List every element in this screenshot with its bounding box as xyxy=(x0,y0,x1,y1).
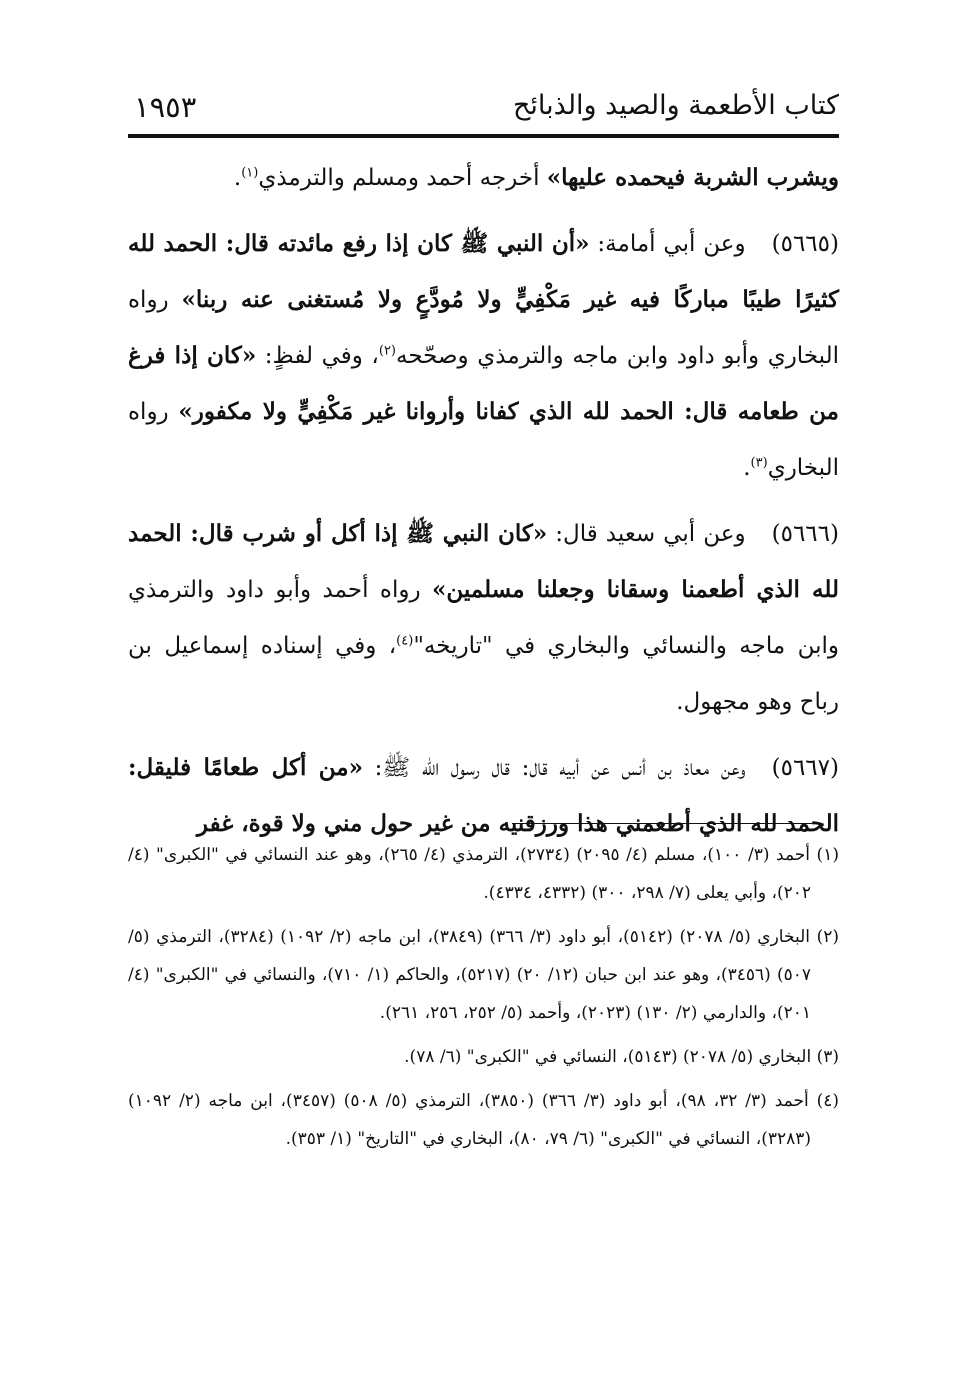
footnote-3: (٣) البخاري (٥/ ٢٠٧٨) (٥١٤٣)، النسائي في "الكبرى" (٦/ ٧٨). xyxy=(404,1047,839,1067)
footnote-4: (٤) أحمد (٣/ ٣٢، ٩٨)، أبو داود (٣/ ٣٦٦) (٣٨٥٠)، الترمذي (٥/ ٥٠٨) (٣٤٥٧)، ابن ماجه (٢/ ١٠٩٢) (٣٢٨٣)، النسائي في "الكبرى" (٦/ ٧٩، ٨٠)، البخاري في "التاريخ" (١/ ٣٥٣). xyxy=(128,1091,839,1149)
punctuation: . xyxy=(743,455,751,481)
narrator-text: وعن أبي سعيد قال: xyxy=(547,521,746,547)
footnote-separator xyxy=(512,823,812,824)
narrator-text: وعن معاذ بن أنس عن أبيه قال: قال رسول الله ﷺ: xyxy=(362,755,746,781)
source-text: رواه البخاري xyxy=(128,399,839,481)
footnote-ref[interactable]: (٢) xyxy=(378,343,396,359)
hadith-text: «كان النبي ﷺ إذا أكل أو شرب قال: الحمد لله الذي أطعمنا وسقانا وجعلنا مسلمين» xyxy=(128,520,839,603)
source-text: رواه أحمد وأبو داود والترمذي وابن ماجه والنسائي والبخاري في "تاريخه" xyxy=(128,577,839,659)
page-header xyxy=(128,90,839,138)
hadith-number: (٥٦٦٥) xyxy=(771,231,839,257)
source-text: رواه البخاري وأبو داود وابن ماجه والترمذي وصحّحه xyxy=(128,287,839,369)
footnote-ref[interactable]: (٤) xyxy=(396,633,414,649)
hadith-number: (٥٦٦٦) xyxy=(771,521,839,547)
hadith-text: «كان إذا فرغ من طعامه قال: الحمد لله الذي كفانا وأروانا غير مَكْفِيٍّ ولا مكفور» xyxy=(128,342,839,425)
paragraph-continuation xyxy=(128,150,839,206)
source-text: أخرجه أحمد ومسلم والترمذي xyxy=(258,165,547,191)
footnote-ref[interactable]: (١) xyxy=(241,165,259,181)
hadith-number: (٥٦٦٧) xyxy=(771,755,839,781)
paragraph-5666 xyxy=(128,506,839,730)
narrator-text: ، وفي لفظٍ: xyxy=(256,343,379,369)
footnote-2: (٢) البخاري (٥/ ٢٠٧٨) (٥١٤٢)، أبو داود (٣/ ٣٦٦) (٣٨٤٩)، ابن ماجه (٢/ ١٠٩٢) (٣٢٨٤)، الترمذي (٥/ ٥٠٧) (٣٤٥٦)، وهو عند ابن حبان (١٢/ ٢٠) (٥٢١٧)، والحاكم (١/ ٧١٠)، والنسائي في "الكبرى" (٤/ ٢٠١)، والدارمي (٢/ ١٣٠) (٢٠٢٣)، وأحمد (٥/ ٢٥٢، ٢٥٦، ٢٦١). xyxy=(128,927,839,1023)
narrator-text: وعن أبي أمامة: xyxy=(589,231,746,257)
hadith-text: «أن النبي ﷺ كان إذا رفع مائدته قال: الحمد لله كثيرًا طيبًا مباركًا فيه غير مَكْفِيٍّ ولا مُودَّعٍ ولا مُستغنى عنه ربنا» xyxy=(128,230,839,313)
hadith-text: ويشرب الشربة فيحمده عليها» xyxy=(546,164,839,191)
punctuation: . xyxy=(233,165,242,191)
source-text: ، وفي إسناده إسماعيل بن رباح وهو مجهول. xyxy=(128,633,839,715)
paragraph-5665 xyxy=(128,216,839,496)
hadith-text: «من أكل طعامًا فليقل: الحمد لله الذي أطعمني هذا ورزقنيه من غير حول مني ولا قوة، غفر xyxy=(128,754,839,837)
running-title: كتاب الأطعمة والصيد والذبائح xyxy=(512,90,839,121)
footnote-1: (١) أحمد (٣/ ١٠٠)، مسلم (٤/ ٢٠٩٥) (٢٧٣٤)، الترمذي (٤/ ٢٦٥)، وهو عند النسائي في "الكبرى" (٤/ ٢٠٢)، وأبي يعلى (٧/ ٢٩٨، ٣٠٠) (٤٣٣٢، ٤٣٣٤). xyxy=(128,845,839,903)
main-text xyxy=(128,150,839,862)
footnotes xyxy=(128,836,839,1164)
page-number: ١٩٥٣ xyxy=(134,90,197,124)
footnote-ref[interactable]: (٣) xyxy=(750,455,768,471)
